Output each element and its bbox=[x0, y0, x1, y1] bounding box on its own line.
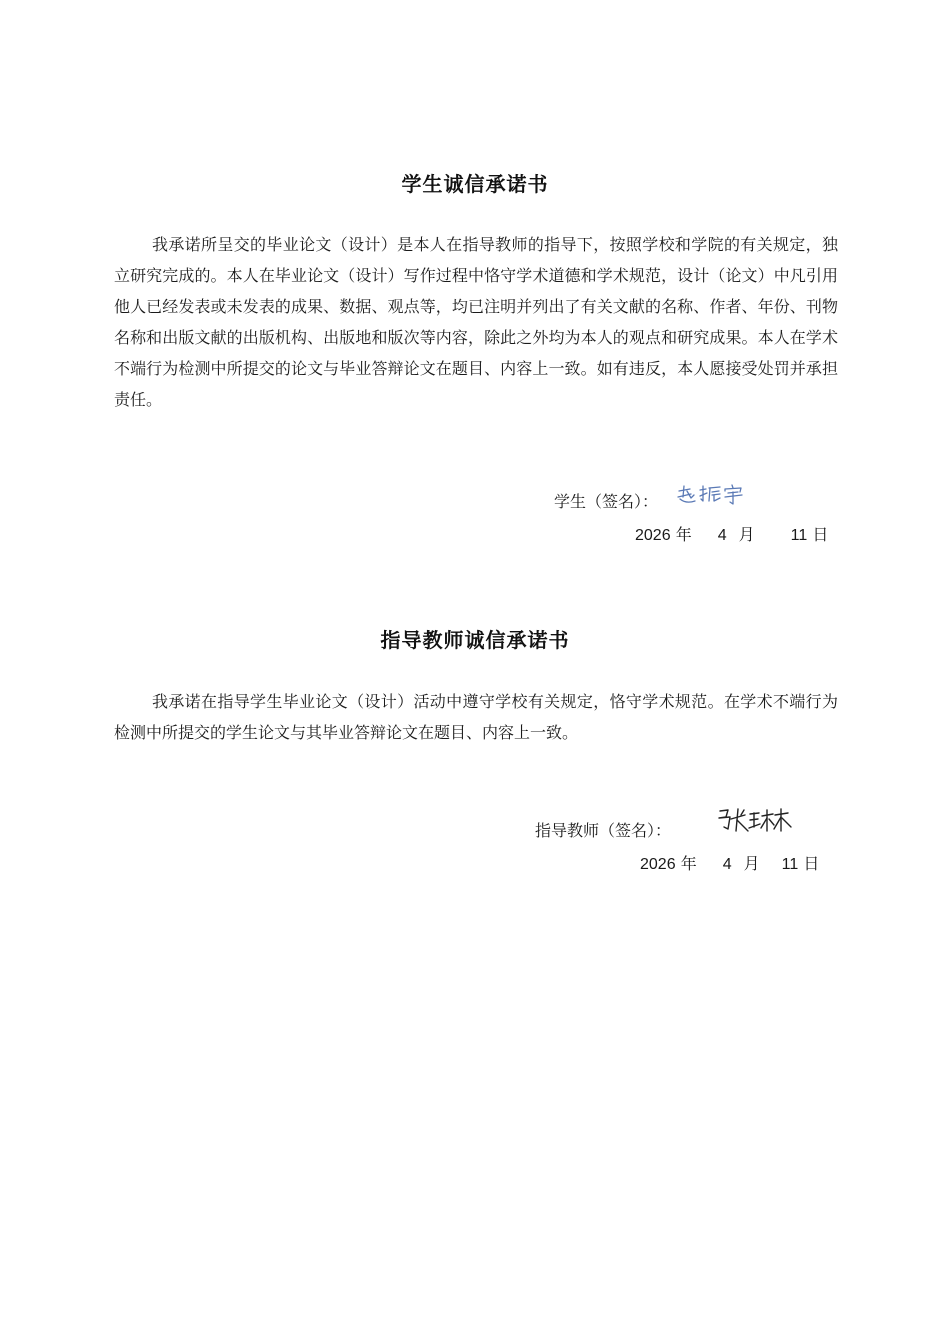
student-date-year: 2026 bbox=[635, 527, 671, 544]
advisor-handwritten-signature bbox=[718, 807, 796, 837]
advisor-date-year-unit: 年 bbox=[680, 854, 697, 873]
student-handwritten-signature bbox=[676, 484, 746, 508]
advisor-signature-date bbox=[640, 851, 819, 874]
student-date-month-unit: 月 bbox=[738, 525, 755, 544]
student-pledge-body: 我承诺所呈交的毕业论文（设计）是本人在指导教师的指导下，按照学校和学院的有关规定，独立研究完成的。本人在毕业论文（设计）写作过程中恪守学术道德和学术规范，设计（论文）中凡引用他人已经发表或未发表的成果、数据、观点等，均已注明并列出了有关文献的名称、作者、年份、刊物名称和出版文献的出版机构、出版地和版次等内容，除此之外均为本人的观点和研究成果。本人在学术不端行为检测中所提交的论文与毕业答辩论文在题目、内容上一致。如有违反，本人愿接受处罚并承担责任。 bbox=[114, 235, 838, 409]
advisor-signature-label: 指导教师（签名）： bbox=[535, 821, 672, 840]
student-signature-date bbox=[635, 522, 828, 545]
advisor-date-day-unit: 日 bbox=[803, 854, 820, 873]
student-date-month: 4 bbox=[717, 527, 727, 544]
advisor-date-month: 4 bbox=[722, 856, 732, 873]
advisor-date-year: 2026 bbox=[640, 856, 676, 873]
advisor-date-day: 11 bbox=[781, 856, 799, 873]
student-date-day-unit: 日 bbox=[812, 525, 829, 544]
student-signature-label: 学生（签名）： bbox=[554, 492, 659, 511]
advisor-date-month-unit: 月 bbox=[743, 854, 760, 873]
student-date-year-unit: 年 bbox=[675, 525, 692, 544]
advisor-pledge-body: 我承诺在指导学生毕业论文（设计）活动中遵守学校有关规定，恪守学术规范。在学术不端行为检测中所提交的学生论文与其毕业答辩论文在题目、内容上一致。 bbox=[114, 692, 838, 742]
student-pledge-title: 学生诚信承诺书 bbox=[401, 172, 549, 196]
student-date-day: 11 bbox=[790, 527, 808, 544]
advisor-pledge-title: 指导教师诚信承诺书 bbox=[380, 628, 570, 652]
